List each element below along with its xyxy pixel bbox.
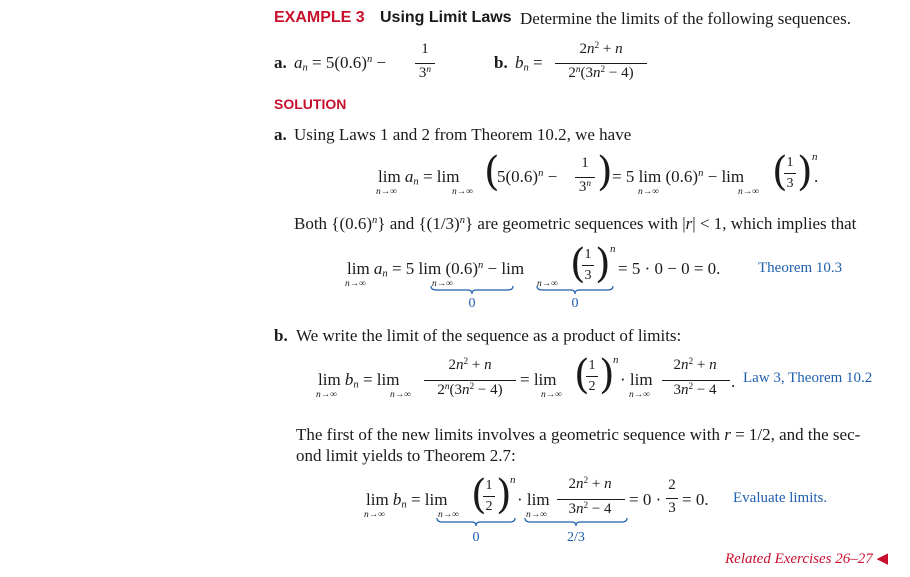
part-b-text-2: ond limit yields to Theorem 2.7: bbox=[296, 446, 516, 465]
underbrace-3-label: 0 bbox=[472, 530, 480, 545]
red-arrow-icon: ◀ bbox=[876, 551, 889, 567]
related-exercises: Related Exercises 26–27 ◀ bbox=[725, 551, 889, 567]
theorem-annotation: Theorem 10.3 bbox=[758, 260, 843, 276]
example-prompt: Determine the limits of the following sequences. bbox=[520, 9, 851, 28]
underbrace-2-label: 0 bbox=[571, 296, 579, 311]
problem-a-equation: $a_n = 5(0.6)^n$ − bbox=[294, 53, 387, 74]
underbrace-1 bbox=[430, 284, 514, 296]
problem-a-tag: a. bbox=[274, 53, 287, 72]
example-label: EXAMPLE 3 bbox=[274, 9, 365, 26]
solution-label: SOLUTION bbox=[274, 96, 347, 112]
part-b-tag: b. bbox=[274, 326, 288, 345]
part-a-tag: a. bbox=[274, 125, 287, 144]
underbrace-4 bbox=[524, 516, 628, 528]
underbrace-2 bbox=[536, 284, 614, 296]
example-heading: Using Limit Laws bbox=[380, 9, 512, 26]
evaluate-annotation: Evaluate limits. bbox=[733, 490, 828, 506]
part-a-intro: Using Laws 1 and 2 from Theorem 10.2, we have bbox=[294, 125, 632, 144]
underbrace-1-label: 0 bbox=[468, 296, 476, 311]
geometric-sentence: Both $\{(0.6)^n\}$ and $\{(1/3)^n\}$ are geometric sequences with |r| < 1, which implies that bbox=[294, 214, 857, 233]
part-a-result: = 5 · 0 − 0 = 0. bbox=[618, 259, 721, 278]
problem-b-tag: b. bbox=[494, 53, 508, 72]
part-b-intro: We write the limit of the sequence as a product of limits: bbox=[296, 326, 682, 345]
underbrace-4-label: 2/3 bbox=[567, 530, 585, 545]
underbrace-3 bbox=[436, 516, 516, 528]
law3-annotation: Law 3, Theorem 10.2 bbox=[743, 370, 873, 386]
part-b-text-1: The first of the new limits involves a geometric sequence with r = 1/2, and the sec- bbox=[296, 425, 861, 444]
